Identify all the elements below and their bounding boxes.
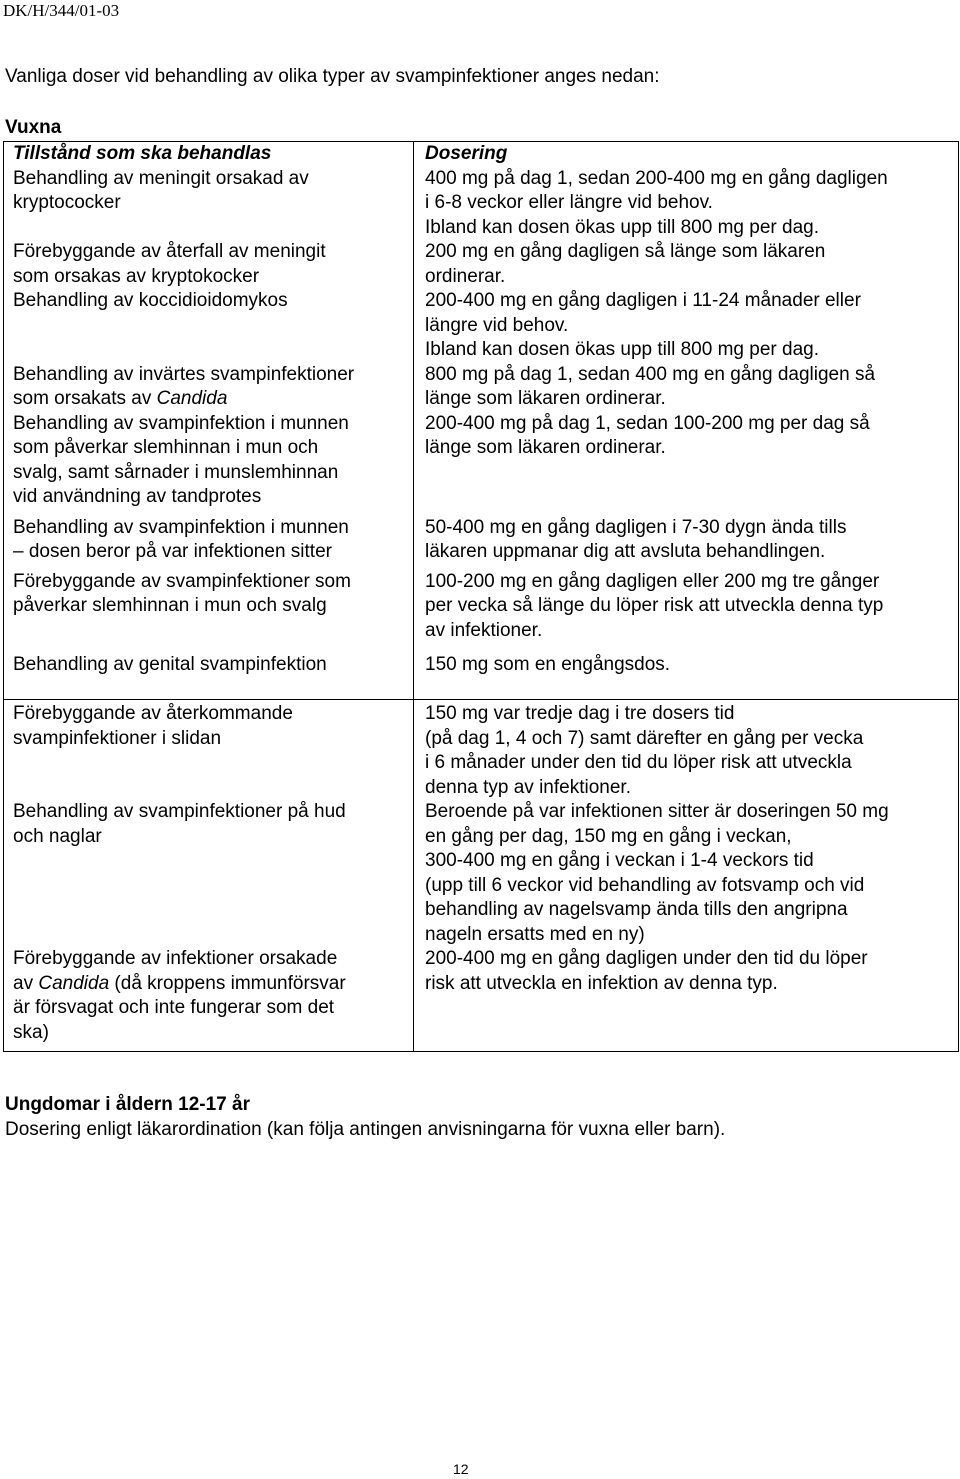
dosage-line: Ibland kan dosen ökas upp till 800 mg per dag. bbox=[425, 216, 819, 238]
condition-line: vid användning av tandprotes bbox=[13, 486, 262, 507]
dosage-line: av infektioner. bbox=[425, 619, 543, 641]
dosage-line: länge som läkaren ordinerar. bbox=[425, 388, 666, 409]
dosage-line: (på dag 1, 4 och 7) samt därefter en gång per vecka bbox=[425, 727, 864, 749]
condition-cell bbox=[4, 643, 414, 700]
condition-line: Förebyggande av återfall av meningit bbox=[13, 241, 326, 262]
condition-line: och naglar bbox=[13, 825, 102, 847]
dosage-line: nageln ersatts med en ny) bbox=[425, 923, 645, 945]
dosage-line: 200 mg en gång dagligen så länge som läkaren bbox=[425, 241, 826, 262]
dosage-line: behandling av nagelsvamp ända tills den angripna bbox=[425, 899, 848, 920]
table-row bbox=[4, 510, 959, 565]
condition-line: är försvagat och inte fungerar som det bbox=[13, 997, 335, 1018]
condition-line: som påverkar slemhinnan i mun och bbox=[13, 437, 319, 458]
table-row bbox=[4, 412, 959, 510]
dosage-line: Ibland kan dosen ökas upp till 800 mg per dag. bbox=[425, 339, 819, 360]
condition-line: Behandling av meningit orsakad av bbox=[13, 167, 309, 189]
dosage-cell bbox=[414, 700, 959, 801]
dosage-line: per vecka så länge du löper risk att utveckla denna typ bbox=[425, 595, 884, 616]
condition-line: Förebyggande av infektioner orsakade bbox=[13, 948, 338, 969]
dosage-line: 800 mg på dag 1, sedan 400 mg en gång dagligen så bbox=[425, 363, 876, 385]
table-row bbox=[4, 289, 959, 363]
dosage-line: risk att utveckla en infektion av denna typ. bbox=[425, 972, 778, 994]
dosage-cell bbox=[414, 565, 959, 644]
table-row bbox=[4, 167, 959, 241]
condition-cell bbox=[4, 510, 414, 565]
condition-line: Förebyggande av svampinfektioner som bbox=[13, 570, 351, 592]
condition-cell bbox=[4, 700, 414, 801]
dosage-line: 300-400 mg en gång i veckan i 1-4 veckors tid bbox=[425, 850, 814, 871]
condition-line: som orsakas av kryptokocker bbox=[13, 265, 260, 287]
condition-line: svalg, samt sårnader i munslemhinnan bbox=[13, 461, 339, 483]
document-id: DK/H/344/01-03 bbox=[3, 1, 120, 20]
condition-cell bbox=[4, 412, 414, 510]
dosage-line: läkaren uppmanar dig att avsluta behandlingen. bbox=[425, 541, 826, 562]
condition-line: Behandling av svampinfektioner på hud bbox=[13, 801, 346, 822]
condition-line: Behandling av koccidioidomykos bbox=[13, 290, 288, 311]
condition-line: ska) bbox=[13, 1021, 49, 1043]
dosage-line: 200-400 mg på dag 1, sedan 100-200 mg per dag så bbox=[425, 412, 870, 434]
intro-text: Vanliga doser vid behandling av olika typer av svampinfektioner anges nedan: bbox=[5, 66, 660, 87]
dosage-line: 400 mg på dag 1, sedan 200-400 mg en gång dagligen bbox=[425, 167, 888, 189]
dosage-line: 200-400 mg en gång dagligen i 11-24 månader eller bbox=[425, 290, 861, 311]
dosage-line: i 6-8 veckor eller längre vid behov. bbox=[425, 192, 713, 213]
dosage-cell bbox=[414, 167, 959, 241]
dosage-line: i 6 månader under den tid du löper risk att utveckla bbox=[425, 752, 852, 773]
dosage-line: 200-400 mg en gång dagligen under den tid du löper bbox=[425, 948, 868, 969]
table-row bbox=[4, 700, 959, 801]
condition-line: påverkar slemhinnan i mun och svalg bbox=[13, 595, 327, 616]
organism-name: Candida bbox=[156, 388, 228, 409]
dosage-line: 150 mg som en engångsdos. bbox=[425, 654, 671, 675]
condition-line: Behandling av svampinfektion i munnen bbox=[13, 412, 349, 434]
table-row bbox=[4, 800, 959, 947]
condition-cell bbox=[4, 363, 414, 412]
table-row bbox=[4, 947, 959, 1052]
condition-text: av bbox=[13, 972, 39, 994]
condition-cell bbox=[4, 565, 414, 644]
dosage-line: 100-200 mg en gång dagligen eller 200 mg tre gånger bbox=[425, 570, 880, 592]
organism-name: Candida bbox=[38, 972, 110, 994]
dosage-cell bbox=[414, 947, 959, 1052]
dosage-cell bbox=[414, 363, 959, 412]
teens-text: Dosering enligt läkarordination (kan följa antingen anvisningarna för vuxna eller barn). bbox=[5, 1119, 726, 1140]
condition-text: som orsakats av bbox=[13, 388, 157, 409]
condition-line bbox=[13, 387, 405, 412]
condition-line bbox=[13, 972, 405, 997]
condition-line: – dosen beror på var infektionen sitter bbox=[13, 541, 332, 562]
dosage-line: ordinerar. bbox=[425, 265, 506, 287]
adults-heading: Vuxna bbox=[5, 117, 62, 138]
condition-cell bbox=[4, 947, 414, 1052]
dosage-line: denna typ av infektioner. bbox=[425, 776, 631, 798]
table-row bbox=[4, 643, 959, 700]
condition-column-header: Tillstånd som ska behandlas bbox=[4, 142, 414, 167]
condition-cell bbox=[4, 800, 414, 947]
dosage-line: en gång per dag, 150 mg en gång i veckan, bbox=[425, 825, 792, 847]
page-number: 12 bbox=[453, 1461, 469, 1477]
condition-line: Behandling av svampinfektion i munnen bbox=[13, 516, 349, 538]
condition-line: Behandling av invärtes svampinfektioner bbox=[13, 363, 355, 385]
condition-text: (då kroppens immunförsvar bbox=[109, 972, 346, 994]
condition-cell bbox=[4, 289, 414, 363]
dosage-line: länge som läkaren ordinerar. bbox=[425, 437, 666, 458]
condition-cell bbox=[4, 240, 414, 289]
dosage-line: 50-400 mg en gång dagligen i 7-30 dygn ända tills bbox=[425, 516, 847, 538]
condition-line: Behandling av genital svampinfektion bbox=[13, 654, 327, 675]
dosage-cell bbox=[414, 510, 959, 565]
dosage-column-header: Dosering bbox=[425, 143, 508, 164]
condition-line: kryptococker bbox=[13, 192, 121, 213]
table-row bbox=[4, 363, 959, 412]
dosage-cell bbox=[414, 800, 959, 947]
dosage-cell bbox=[414, 412, 959, 510]
dosage-table bbox=[3, 141, 959, 1052]
table-header-row bbox=[4, 142, 959, 167]
dosage-line: längre vid behov. bbox=[425, 314, 569, 336]
dosage-cell bbox=[414, 240, 959, 289]
condition-line: Förebyggande av återkommande bbox=[13, 703, 293, 724]
teens-heading: Ungdomar i åldern 12-17 år bbox=[5, 1094, 250, 1115]
condition-line: svampinfektioner i slidan bbox=[13, 727, 222, 749]
condition-cell bbox=[4, 167, 414, 241]
dosage-cell bbox=[414, 643, 959, 700]
dosage-cell bbox=[414, 289, 959, 363]
dosage-line: Beroende på var infektionen sitter är doseringen 50 mg bbox=[425, 801, 889, 822]
table-row bbox=[4, 565, 959, 644]
dosage-line: 150 mg var tredje dag i tre dosers tid bbox=[425, 703, 735, 724]
table-row bbox=[4, 240, 959, 289]
dosage-line: (upp till 6 veckor vid behandling av fotsvamp och vid bbox=[425, 874, 865, 896]
